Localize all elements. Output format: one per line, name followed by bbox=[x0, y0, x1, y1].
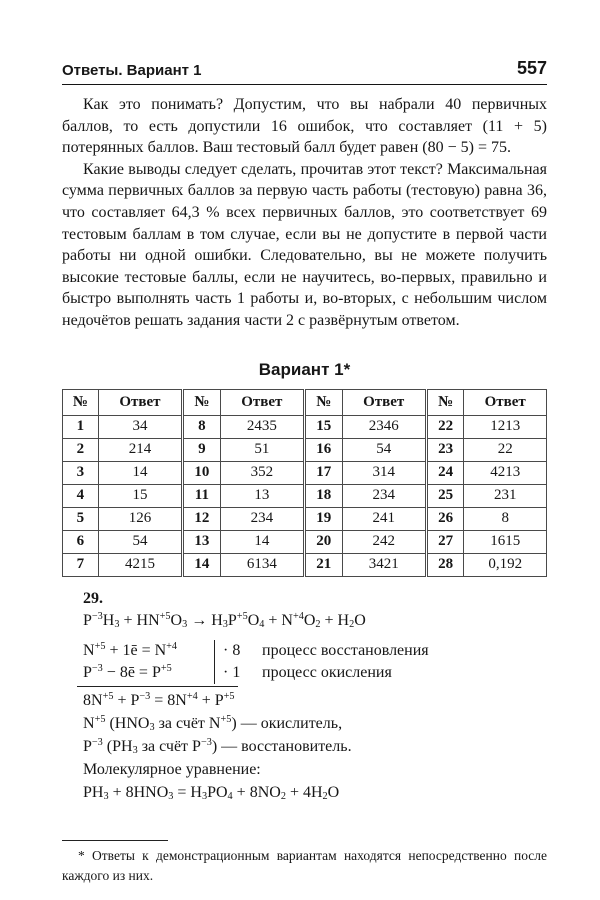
question-number-cell: 3 bbox=[63, 461, 99, 484]
problem-number: 29. bbox=[83, 589, 103, 607]
question-number-cell: 5 bbox=[63, 507, 99, 530]
reducer-line: $P^{-3}$ ($PH_3$ за счёт $P^{-3}$) — восстановитель. bbox=[83, 737, 352, 757]
answer-cell: 314 bbox=[342, 461, 426, 484]
table-header-cell: № bbox=[183, 389, 221, 415]
half-reaction-process: процесс восстановления bbox=[262, 641, 429, 659]
answer-cell: 214 bbox=[98, 438, 182, 461]
question-number-cell: 1 bbox=[63, 415, 99, 438]
question-number-cell: 17 bbox=[304, 461, 342, 484]
question-number-cell: 20 bbox=[304, 530, 342, 553]
answer-cell: 126 bbox=[98, 507, 182, 530]
table-title: Вариант 1* bbox=[258, 359, 351, 379]
paragraph: Как это понимать? Допустим, что вы набрали 40 первичных баллов, то есть допустили 16 ошибок, что составляет (11 + 5) потерянных баллов. Ваш тестовый балл будет равен (80 − 5) = 75. bbox=[62, 96, 547, 157]
question-number-cell: 23 bbox=[426, 438, 464, 461]
footnote-text: * Ответы к демонстрационным вариантам находятся непосредственно после каждого из них. bbox=[62, 847, 547, 883]
molecular-equation-label: Молекулярное уравнение: bbox=[83, 760, 261, 778]
answer-cell: 241 bbox=[342, 507, 426, 530]
answer-cell: 234 bbox=[342, 484, 426, 507]
answer-cell: 1615 bbox=[464, 530, 547, 553]
answers-table-body bbox=[63, 415, 547, 576]
table-row bbox=[63, 415, 547, 438]
question-number-cell: 15 bbox=[304, 415, 342, 438]
table-header-cell: Ответ bbox=[220, 389, 304, 415]
footnote bbox=[62, 840, 547, 886]
answer-cell: 13 bbox=[220, 484, 304, 507]
question-number-cell: 7 bbox=[63, 553, 99, 576]
main-chemical-equation: $P^{-3}H_3 + HN^{+5}O_3 \to H_3P^{+5}O_4 + N^{+4}O_2 + H_2O$ bbox=[83, 611, 366, 631]
half-reaction-equation: $N^{+5}$ + 1ē = $N^{+4}$ bbox=[83, 641, 178, 659]
answer-cell: 14 bbox=[98, 461, 182, 484]
paragraph: Какие выводы следует сделать, прочитав этот текст? Максимальная сумма первичных баллов за первую часть работы (тестовую) равна 36, что составляет 64,3 % всех первичных баллов, это соответствует 69 тестовым баллам в том случае, если вы не допустите в первой части работы ни одной ошибки. Следовательно, вы не можете получить высокие тестовые баллы, если не научитесь, во-первых, правильно и быстро выполнять часть 1 работы и, во-вторых, с небольшим числом недочётов решать задания части 2 с развёрнутым ответом. bbox=[62, 160, 547, 329]
table-header-cell: Ответ bbox=[464, 389, 547, 415]
molecular-equation: $PH_3 + 8HNO_3 = H_3PO_4 + 8NO_2 + 4H_2O$ bbox=[83, 783, 340, 803]
question-number-cell: 8 bbox=[183, 415, 221, 438]
half-reaction-row bbox=[83, 662, 547, 684]
answer-cell: 15 bbox=[98, 484, 182, 507]
half-reaction-multiplier: · 1 bbox=[214, 662, 250, 684]
answer-cell: 0,192 bbox=[464, 553, 547, 576]
table-header-cell: № bbox=[426, 389, 464, 415]
question-number-cell: 22 bbox=[426, 415, 464, 438]
half-reaction-process: процесс окисления bbox=[262, 663, 392, 681]
question-number-cell: 4 bbox=[63, 484, 99, 507]
table-row bbox=[63, 461, 547, 484]
answer-cell: 51 bbox=[220, 438, 304, 461]
running-head-title: Ответы. Вариант 1 bbox=[62, 62, 202, 79]
question-number-cell: 25 bbox=[426, 484, 464, 507]
question-number-cell: 18 bbox=[304, 484, 342, 507]
question-number-cell: 24 bbox=[426, 461, 464, 484]
question-number-cell: 19 bbox=[304, 507, 342, 530]
table-row bbox=[63, 438, 547, 461]
question-number-cell: 16 bbox=[304, 438, 342, 461]
table-header-cell: Ответ bbox=[98, 389, 182, 415]
question-number-cell: 27 bbox=[426, 530, 464, 553]
running-head bbox=[62, 58, 547, 85]
question-number-cell: 14 bbox=[183, 553, 221, 576]
answer-cell: 54 bbox=[98, 530, 182, 553]
answer-cell: 34 bbox=[98, 415, 182, 438]
answer-cell: 14 bbox=[220, 530, 304, 553]
answer-cell: 54 bbox=[342, 438, 426, 461]
table-header-cell: Ответ bbox=[342, 389, 426, 415]
table-header-row bbox=[63, 389, 547, 415]
answer-cell: 4213 bbox=[464, 461, 547, 484]
footnote-rule bbox=[62, 840, 168, 841]
answer-cell: 6134 bbox=[220, 553, 304, 576]
sum-equation: $8N^{+5} + P^{-3} = 8N^{+4} + P^{+5}$ bbox=[83, 691, 235, 709]
question-number-cell: 26 bbox=[426, 507, 464, 530]
answer-cell: 22 bbox=[464, 438, 547, 461]
oxidizer-line: $N^{+5}$ ($HNO_3$ за счёт $N^{+5}$) — окислитель, bbox=[83, 714, 343, 734]
question-number-cell: 21 bbox=[304, 553, 342, 576]
table-header-cell: № bbox=[304, 389, 342, 415]
half-reaction-multiplier: · 8 bbox=[214, 640, 250, 662]
answer-cell: 2435 bbox=[220, 415, 304, 438]
question-number-cell: 2 bbox=[63, 438, 99, 461]
page-number: 557 bbox=[516, 58, 547, 78]
answer-cell: 8 bbox=[464, 507, 547, 530]
half-reaction-row bbox=[83, 640, 547, 662]
half-reaction-equation: $P^{-3}$ − 8ē = $P^{+5}$ bbox=[83, 663, 172, 681]
question-number-cell: 11 bbox=[183, 484, 221, 507]
question-number-cell: 9 bbox=[183, 438, 221, 461]
answer-cell: 1213 bbox=[464, 415, 547, 438]
question-number-cell: 13 bbox=[183, 530, 221, 553]
answer-cell: 4215 bbox=[98, 553, 182, 576]
question-number-cell: 6 bbox=[63, 530, 99, 553]
table-row bbox=[63, 530, 547, 553]
answer-cell: 3421 bbox=[342, 553, 426, 576]
table-header-cell: № bbox=[63, 389, 99, 415]
answer-cell: 234 bbox=[220, 507, 304, 530]
question-number-cell: 28 bbox=[426, 553, 464, 576]
answer-cell: 242 bbox=[342, 530, 426, 553]
summation-rule bbox=[77, 686, 238, 687]
table-row bbox=[63, 484, 547, 507]
table-row bbox=[63, 507, 547, 530]
answer-cell: 2346 bbox=[342, 415, 426, 438]
answer-cell: 231 bbox=[464, 484, 547, 507]
answers-table bbox=[62, 389, 547, 577]
answer-cell: 352 bbox=[220, 461, 304, 484]
question-number-cell: 12 bbox=[183, 507, 221, 530]
question-number-cell: 10 bbox=[183, 461, 221, 484]
table-row bbox=[63, 553, 547, 576]
problem-29 bbox=[83, 589, 547, 804]
